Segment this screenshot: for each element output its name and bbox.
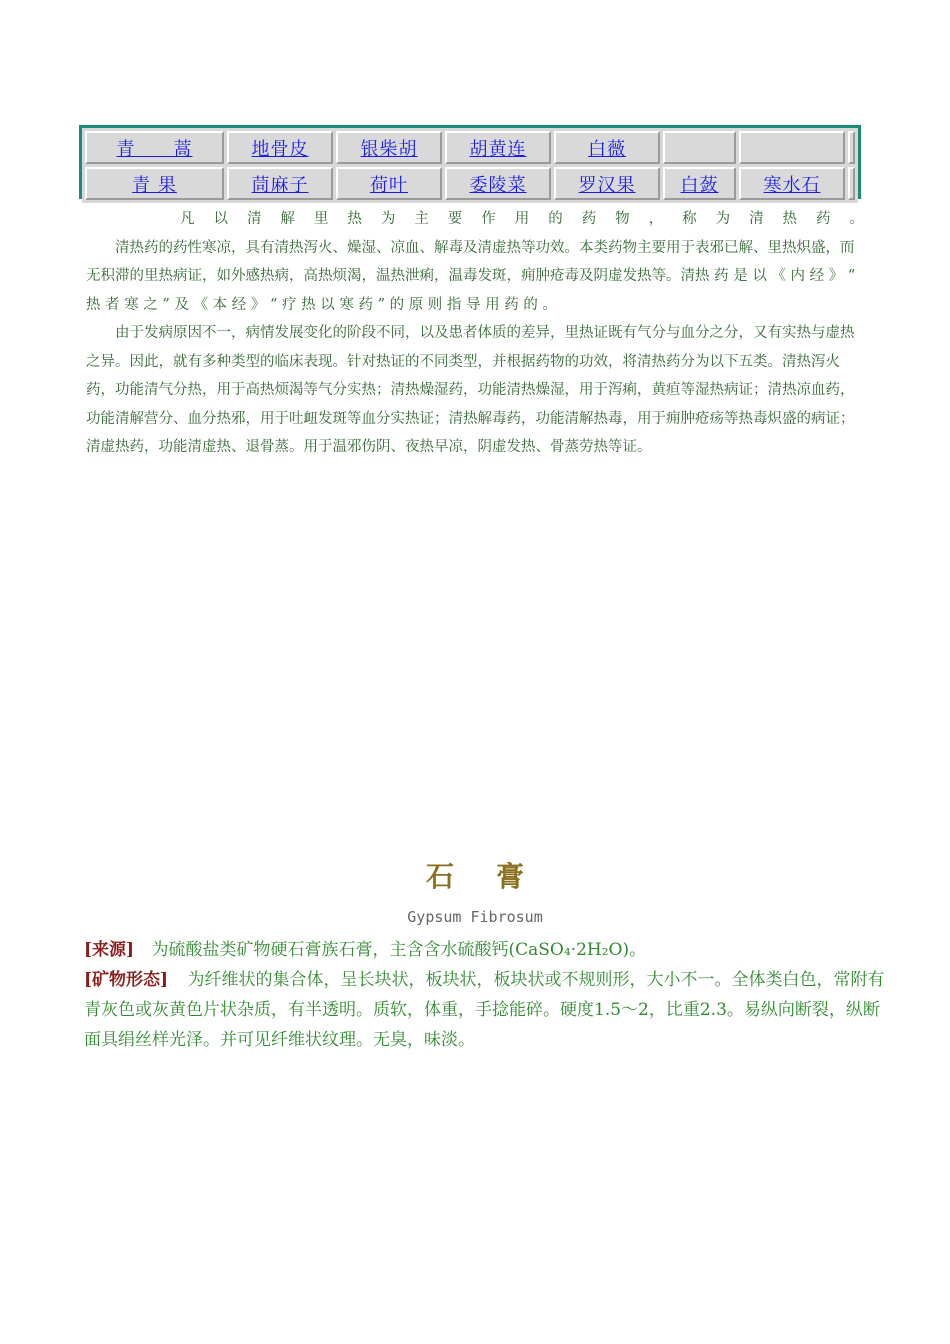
nav-cell[interactable] (445, 131, 551, 164)
nav-cell[interactable] (336, 167, 442, 200)
nav-cell-empty (739, 131, 845, 164)
herb-link[interactable]: 罗汉果 (578, 174, 636, 196)
herb-link[interactable]: 白蔹 (680, 174, 719, 196)
nav-cell[interactable] (85, 167, 224, 200)
nav-cell-empty (848, 167, 855, 200)
herb-link[interactable]: 银柴胡 (360, 138, 418, 160)
intro-paragraph-2: 清热药的药性寒凉，具有清热泻火、燥湿、凉血、解毒及清虚热等功效。本类药物主要用于表邪已解、里热炽盛，而无积滞的里热病证，如外感热病，高热烦渴，温热泄痢，温毒发斑，痈肿疮毒及阴虚发热等。清热 药 是 以 《 内 经 》 “ 热 者 寒 之 ” 及 《 本 经 》 “ 疗 热 以 寒 药 ” 的 原 则 指 导 用 药 的 。 (86, 239, 856, 313)
nav-cell-empty (848, 131, 855, 164)
nav-cell[interactable] (554, 131, 660, 164)
herb-link[interactable]: 青 果 (132, 174, 177, 196)
source-label: [来源] (84, 940, 135, 960)
nav-row-1 (85, 131, 855, 164)
nav-cell[interactable] (663, 167, 736, 200)
herb-nav-table (79, 125, 861, 199)
morphology-text: 为纤维状的集合体，呈长块状，板块状，板块状或不规则形，大小不一。全体类白色，常附有青灰色或灰黄色片状杂质，有半透明。质软，体重，手捻能碎。硬度1.5～2，比重2.3。易纵向断裂，纵断面具绢丝样光泽。并可见纤维状纹理。无臭，味淡。 (84, 970, 885, 1050)
herb-link[interactable]: 茼麻子 (251, 174, 309, 196)
nav-cell-empty (663, 131, 736, 164)
morphology-section (84, 965, 892, 1055)
nav-cell[interactable] (85, 131, 224, 164)
herb-link[interactable]: 荷叶 (370, 174, 409, 196)
herb-link[interactable]: 青 蒿 (116, 138, 193, 160)
source-text: 为硫酸盐类矿物硬石膏族石膏，主含含水硫酸钙(CaSO₄·2H₂O)。 (151, 940, 647, 960)
nav-cell[interactable] (554, 167, 660, 200)
herb-link[interactable]: 白薇 (588, 138, 627, 160)
nav-cell[interactable] (227, 131, 333, 164)
source-section (84, 935, 892, 965)
nav-cell[interactable] (227, 167, 333, 200)
entry-latin-name: Gypsum Fibrosum (407, 908, 543, 926)
nav-cell[interactable] (445, 167, 551, 200)
nav-row-2 (85, 167, 855, 200)
morphology-label: [矿物形态] (84, 970, 169, 990)
intro-text (86, 205, 864, 462)
intro-line-1: 凡 以 清 解 里 热 为 主 要 作 用 的 药 物 ， 称 为 清 热 药 。 (180, 211, 864, 227)
nav-cell[interactable] (739, 167, 845, 200)
herb-link[interactable]: 委陵菜 (469, 174, 527, 196)
intro-paragraph-3: 由于发病原因不一，病情发展变化的阶段不同，以及患者体质的差异，里热证既有气分与血分之分，又有实热与虚热之异。因此，就有多种类型的临床表现。针对热证的不同类型，并根据药物的功效，将清热药分为以下五类。清热泻火药，功能清气分热，用于高热烦渴等气分实热；清热燥湿药，功能清热燥湿，用于泻痢，黄疸等湿热病证；清热凉血药，功能清解营分、血分热邪，用于吐衄发斑等血分实热证；清热解毒药，功能清解热毒，用于痈肿疮疡等热毒炽盛的病证；清虚热药，功能清虚热、退骨蒸。用于温邪伤阴、夜热早凉，阴虚发热、骨蒸劳热等证。 (86, 325, 855, 455)
herb-link[interactable]: 胡黄连 (469, 138, 527, 160)
herb-link[interactable]: 寒水石 (763, 174, 821, 196)
entry-title: 石膏 (425, 860, 566, 893)
nav-cell[interactable] (336, 131, 442, 164)
herb-link[interactable]: 地骨皮 (251, 138, 309, 160)
